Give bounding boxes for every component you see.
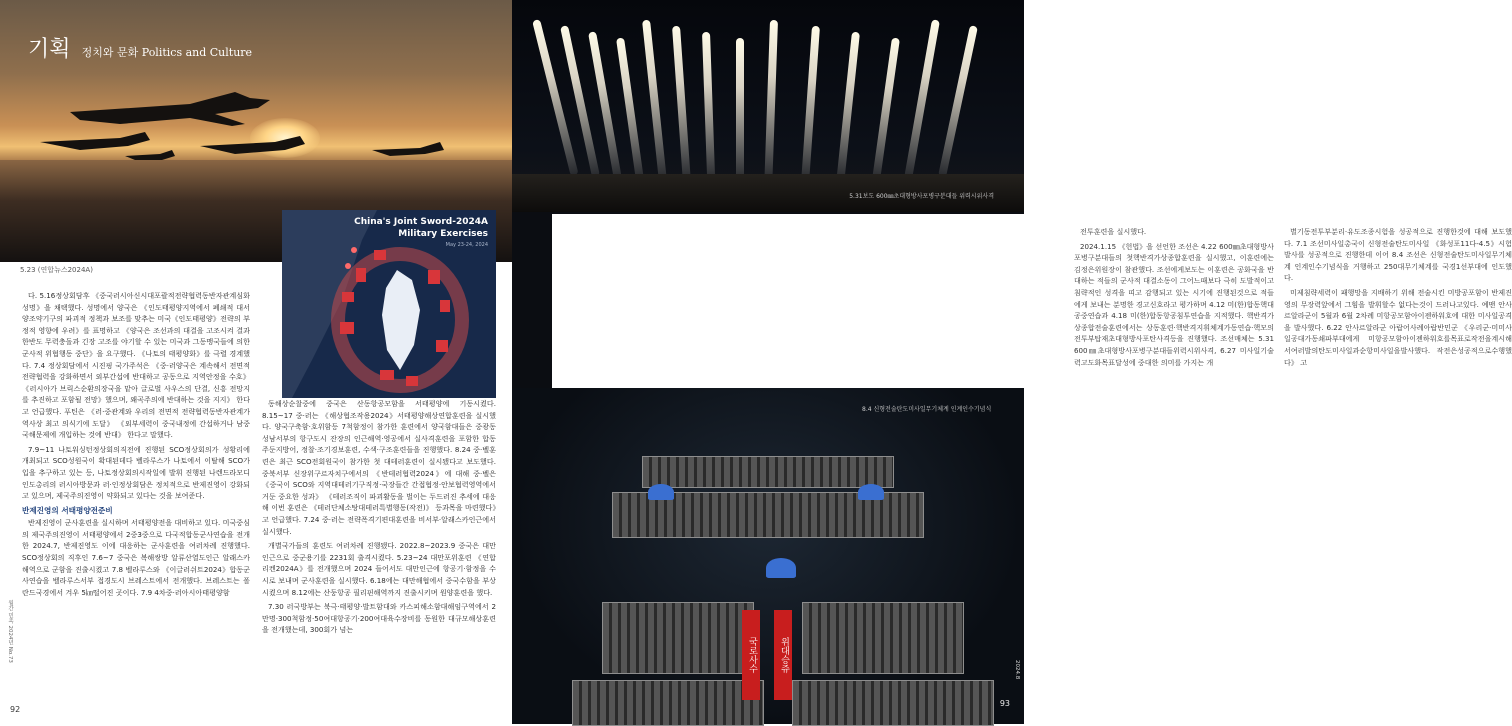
section-title-ko: 기획 — [28, 37, 71, 62]
ceremony-caption: 8.4 신형전술탄도미사일무기체계 인계인수기념식 — [862, 406, 992, 413]
page-number-left: 92 — [10, 705, 21, 714]
subheading: 반제진영의 서태평양전준비 — [22, 505, 113, 515]
page-number-right: 93 — [999, 699, 1010, 708]
paragraph: 7.30 러국방부는 북극·태평양·발트함대와 카스피해소함대해임구역에서 2만명·300척함정·50여대항공기·200여대육수장비를 동원한 대규모해상훈련을 전개했는데, 300회가 넘는 — [262, 602, 496, 635]
missile-trail — [837, 32, 860, 180]
launcher-block — [572, 680, 764, 726]
missile-trail — [938, 25, 978, 177]
column-c — [1074, 226, 1274, 371]
missile-trail — [702, 32, 715, 180]
missile-trail — [801, 26, 820, 180]
pavilion — [648, 484, 674, 500]
column-a — [22, 290, 250, 601]
map-title — [354, 216, 488, 240]
paragraph: 반제진영이 군사훈련을 실시하며 서태평양전을 대비하고 있다. 미국중심의 제국주의진영이 서태평양에서 2중3중으로 다국적합동군사연습을 전개한 2024.7, 반제진영도 이에 대응하는 군사훈련을 여러차례 진행했다. SCO정상회의 직후인 7.6~7 중국은 복해쌍방 알류산열도인근 알래스카해역으로 군함을 진출시켰고 7.8 벨라루스와 《이글러쉬트2024》합동군사연습을 벨라루스서부 접경도시 브레스트에서 전개했다. 브레스트는 폴란드국경에서 겨우 5㎞떨어진 곳이다. 7.9 4차중·러아시아태평양함 — [22, 518, 250, 597]
missile-trail — [616, 37, 644, 179]
right-text-area — [552, 214, 1024, 388]
launcher-block — [602, 602, 754, 674]
paragraph: 다. 5.16정상회담후 《중국러시아신시대포괄적전략협력동반자관계심화성명》을 채택했다. 성명에서 양국은 《인도태평양지역에서 폐쇄적 대서양조약기구의 파괴적 정책과 보조를 맞추는 미국《인도태평양》전략의 부정적 영향에 우려》를 표명하고 《양국은 조선과의 대결을 고조시켜 결과 한반도 무력충돌과 긴장 고조를 야기할 수 있는 미국과 그동맹국들에 의한 군사적 위협행동 중단》을 요구했다. 《나토의 태평양화》를 극렬 경계했다. 7.4 정상회담에서 시진핑 국가주석은 《중·러양국은 계속해서 전면적 전략협력을 강화하면서 외부간섭에 반대하고 공동으로 지역안정을 수호》 《러시아가 브릭스순환의장국을 맡아 글로벌 사우스의 단결, 신흥 전망지를 추진하고 포함될 전망》했으며, 왜곡주의에 반대하는 것을 지지》 한다고 언급했다. 푸틴은 《러·중관계와 우리의 전면적 전략협력동반자관계가 역사상 최고 의식기에 도달》 《외부세력이 중국내정에 간섭하거나 남중국해문제에 개입하는 것에 반대》 한다고 말했다. — [22, 291, 250, 440]
ceremony-photo — [512, 388, 1024, 724]
section-title — [28, 32, 252, 63]
right-page — [512, 0, 1512, 724]
missile-trail — [736, 38, 744, 180]
missile-trail — [672, 26, 691, 180]
map-title-line1: China's Joint Sword-2024A — [354, 217, 488, 227]
side-label-left: 월간 민족 2024년 No.73 — [7, 600, 13, 663]
paragraph: 2024.1.15 《헌법》을 선언한 조선은 4.22 600㎜초대형방사포병구분대들의 첫핵반격가상종합훈련을 실시했고, 이훈련에는 김정은위원장이 참관했다. 조선에게보도는 이훈련은 공화국을 반대하는 적들의 군사적 대결소동이 그어느때보다 극히 도발적이고 침략적인 성격을 띠고 감행되고 있는 시기에 진행된것으로 적들에게 보내는 분명한 경고신호라고 평가하며 4.12 미(한)합동핵대공중연습과 4.18 미(한)합동항공침투연습을 지적했다. 핵반격가상종합전술훈련에서는 상동훈련·핵반격지휘체계가동연습·핵모의전투부탑재초대형방사포탄사격등을 진행했다. 조선매체는 5.31 600㎜초대형방사포병구분대들위력시위사격, 6.27 미사일기술력고도화목표달성에 중대한 의미를 가지는 개 — [1074, 241, 1274, 367]
launcher-block — [642, 456, 894, 488]
left-page — [0, 0, 512, 724]
missile-trail — [904, 19, 940, 178]
paragraph: 동해상순찰중에 중국은 산동항공모함을 서태평양에 기동시켰다. 8.15~17 중·러는 《해상협조작용2024》서태평양해상연합훈련을 실시했다. 양국구축함·호위함등 7척함정이 참가한 훈련에서 양국함대들은 중광동성남서부의 항구도시 잔장의 인근해역·영공에서 실사격훈련을 포함한 합동주둔지방어, 정찰·조기경보훈련, 수색·구조훈련들을 진행했다. 8.24 중·벨훈련은 최근 SCO전회원국이 참가한 첫 대테러훈련이 실시됐다고 보도했다. 중북서부 신장위구르자치구에서의 《반테러협력2024》에 대해 중·벨은 《중국이 SCO와 지역대테러기구직정·국장들간 간접협정·안보협력영역에서 거둔 중요한 성과》 《테러조직이 파괴활동을 벌이는 두드러진 추세에 대응해 이번 훈련은 《테러단체소탕대테러특별행동(작전)》 등과목을 마련했다》고 언급했다. 7.24 중·러는 전략폭격기편대훈련을 비서부·알래스카인근에서 실시했다. — [262, 399, 496, 536]
paragraph: 전투훈련을 실시했다. — [1080, 227, 1147, 236]
missile-trail — [872, 37, 900, 179]
paragraph: 미제침략세력이 패행망을 지배하기 위해 전술시킨 미방공포함이 반제진영의 무장력앞에서 그힘을 발휘할수 없다는것이 드러나고있다. 예맨 안사르알라군이 5월과 6월 2차례 미항공모함아이젠하워호에 대한 미사일공격을 발사했다. 6.22 안사르알라군 아랍어사례아랍반민군 《우리군·미미사일공대가동쇄파부대에게 미항공모함아이젠하워호를목표로작전을계시해서여러발의탄도미사일과순항미사일을발사했다. 작전은성공적으로수행했다》 고 — [1284, 287, 1512, 367]
map-title-line2: Military Exercises — [398, 229, 488, 239]
pavilion — [766, 558, 796, 578]
missile-trail — [642, 20, 667, 180]
paragraph: 개별국가들의 훈련도 여러차례 진행됐다. 2022.8~2023.9 중국은 대만인근으로 중군용기를 2231회 출격시켰다. 5.23~24 대만포위훈련 《연합리켄2024A》를 전개했으며 2024 들어서도 대만인근에 항공기·함정을 수시로 보내며 군사훈련을 실시했다. 6.18에는 대만해협에서 중국수함을 부상시켰으며 8.12에는 산둥항공 필리핀해역까지 진출시키며 원양훈련을 했다. — [262, 541, 496, 597]
missile-launch-photo — [512, 0, 1024, 212]
launcher-block — [792, 680, 994, 726]
paragraph: 별기동전투부분리·유도조종시험을 성공적으로 진행한것에 대해 보도했다. 7.1 조선미사일총국이 신형전술탄도미사일 《화성포11다-4.5》시험발사를 성공적으로 진행한데 이어 8.4 조선은 신형전술탄도미사일무기체계 인계인수기념식을 거행하고 250대무기체계를 국경1선부대에 인도했다. — [1284, 227, 1512, 283]
missile-caption: 5.31보도 600㎜초대형방사포병구분대들 위력시위사격 — [849, 193, 994, 200]
paragraph: 7.9~11 나토워싱턴정상회의직전에 진행된 SCO정상회의가 성황리에 개최되고 SCO성원국이 확대된데다 벨라루스가 나토에서 이탈해 SCO가입을 추구하고 있는 등, 나토정상회의시작일에 발휘 진행된 나렌드라모디인도총리의 러시아방문과 러·인정상회담은 정치적으로 반제진영이 강화되고 있으며, 제국주의진영이 약화되고 있다는 것을 보여준다. — [22, 444, 250, 501]
launcher-block — [802, 602, 964, 674]
column-b — [262, 398, 496, 639]
column-d — [1284, 226, 1512, 371]
taiwan-exercise-map — [282, 210, 496, 398]
side-label-right: 2024.8 — [1014, 660, 1020, 680]
missile-trail — [764, 20, 778, 180]
section-subtitle: 정치와 문화 Politics and Culture — [81, 46, 253, 59]
pavilion — [858, 484, 884, 500]
red-banner-left: 국로사수 — [742, 610, 760, 700]
red-banner-right: 위대승쥬 — [774, 610, 792, 700]
hero-caption: 5.23 (연합뉴스2024A) — [20, 266, 93, 274]
map-date: May 23-24, 2024 — [445, 242, 488, 248]
